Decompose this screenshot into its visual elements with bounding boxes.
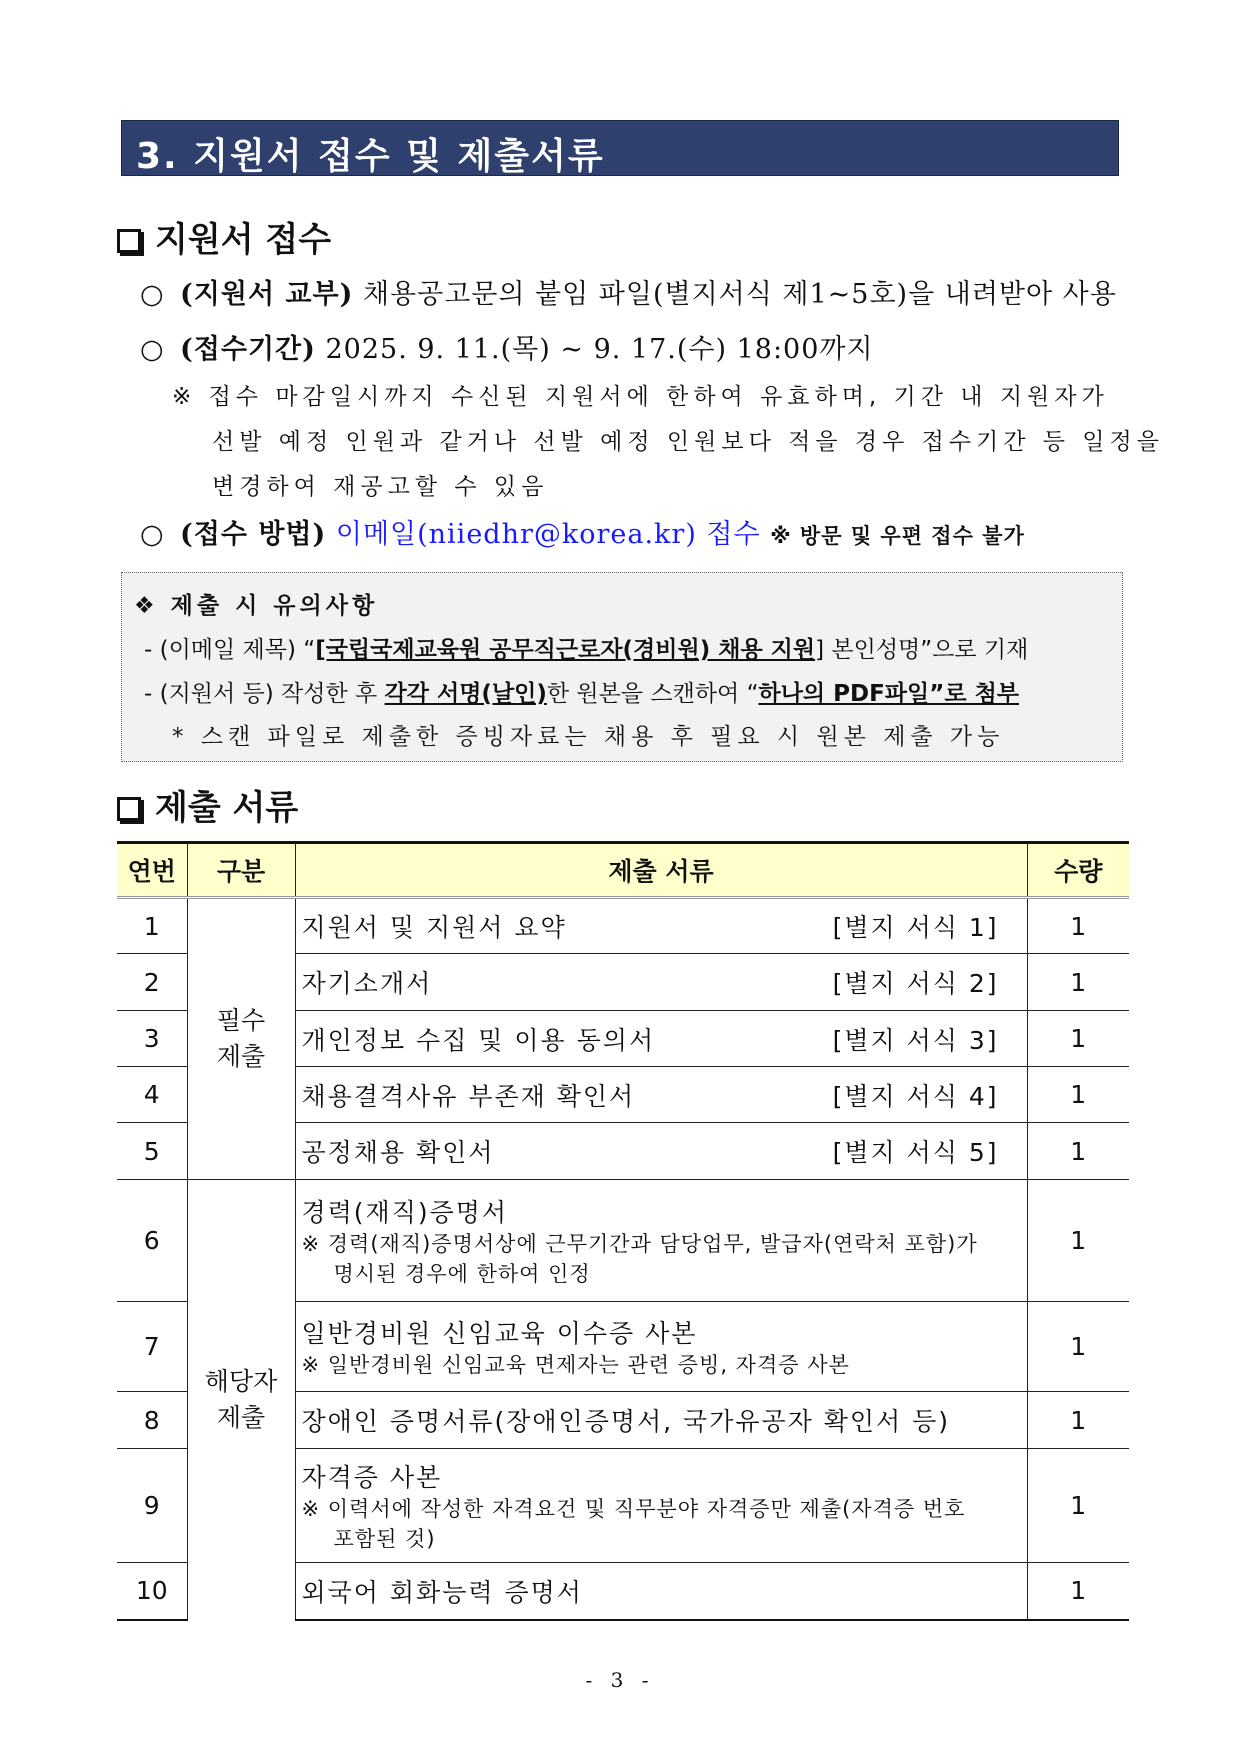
notice-line-signature: - (지원서 등) 작성한 후 각각 서명(날인)한 원본을 스캔하여 “하나의 PDF파일”로 첨부: [144, 681, 1020, 707]
section-title: 3. 지원서 접수 및 제출서류: [136, 136, 605, 177]
period-note-line3: 변경하여 재공고할 수 있음: [212, 474, 549, 500]
email-address-link[interactable]: 이메일(niiedhr@korea.kr) 접수: [335, 519, 761, 550]
header-doc: 제출 서류: [295, 843, 1027, 898]
table-row: 6 해당자 제출 경력(재직)증명서 ※ 경력(재직)증명서상에 근무기간과 담당업무, 발급자(연락처 포함)가 명시된 경우에 한하여 인정 1: [117, 1180, 1129, 1302]
checkbox-square-icon: [117, 797, 141, 821]
category-applicable: 해당자 제출: [187, 1180, 295, 1620]
circle-bullet-icon: ○: [140, 519, 165, 550]
header-category: 구분: [187, 843, 295, 898]
table-row: 1 필수 제출 지원서 및 지원서 요약 [별지 서식 1] 1: [117, 898, 1129, 954]
table-header-row: [117, 843, 1129, 898]
header-qty: 수량: [1027, 843, 1129, 898]
application-item-method: ○ (접수 방법) 이메일(niiedhr@korea.kr) 접수 ※ 방문 및 우편 접수 불가: [140, 519, 1025, 550]
application-item-period: ○ (접수기간) 2025. 9. 11.(목) ~ 9. 17.(수) 18:00까지: [140, 334, 874, 365]
checkbox-square-icon: [117, 229, 141, 253]
circle-bullet-icon: ○: [140, 279, 165, 310]
header-no: 연번: [117, 843, 187, 898]
documents-table: [117, 841, 1129, 1621]
notice-box: [121, 572, 1123, 762]
table-row: 3 개인정보 수집 및 이용 동의서 [별지 서식 3] 1: [117, 1011, 1129, 1067]
circle-bullet-icon: ○: [140, 334, 165, 365]
table-row: 9 자격증 사본 ※ 이력서에 작성한 자격요건 및 직무분야 자격증만 제출(자격증 번호 포함된 것) 1: [117, 1449, 1129, 1563]
table-row: 2 자기소개서 [별지 서식 2] 1: [117, 954, 1129, 1011]
documents-heading: 제출 서류: [117, 780, 298, 829]
notice-title: ❖ 제출 시 유의사항: [134, 593, 379, 619]
category-required: 필수 제출: [187, 898, 295, 1180]
table-row: 10 외국어 회화능력 증명서 1: [117, 1563, 1129, 1620]
notice-line-scan: * 스캔 파일로 제출한 증빙자료는 채용 후 필요 시 원본 제출 가능: [172, 724, 1005, 750]
table-row: 8 장애인 증명서류(장애인증명서, 국가유공자 확인서 등) 1: [117, 1392, 1129, 1449]
notice-line-email-subject: - (이메일 제목) “[국립국제교육원 공무직근로자(경비원) 채용 지원] 본인성명”으로 기재: [144, 637, 1029, 663]
table-row: 4 채용결격사유 부존재 확인서 [별지 서식 4] 1: [117, 1067, 1129, 1123]
table-row: 5 공정채용 확인서 [별지 서식 5] 1: [117, 1123, 1129, 1180]
page-number: - 3 -: [585, 1668, 655, 1692]
application-heading: 지원서 접수: [117, 212, 331, 261]
period-note-line1: ※ 접수 마감일시까지 수신된 지원서에 한하여 유효하며, 기간 내 지원자가: [172, 384, 1109, 410]
section-title-bar: [121, 120, 1119, 176]
period-note-line2: 선발 예정 인원과 같거나 선발 예정 인원보다 적을 경우 접수기간 등 일정을: [212, 429, 1164, 455]
application-item-issue: ○ (지원서 교부) 채용공고문의 붙임 파일(별지서식 제1~5호)을 내려받아 사용: [140, 279, 1117, 310]
table-row: 7 일반경비원 신임교육 이수증 사본 ※ 일반경비원 신임교육 면제자는 관련 증빙, 자격증 사본 1: [117, 1302, 1129, 1392]
